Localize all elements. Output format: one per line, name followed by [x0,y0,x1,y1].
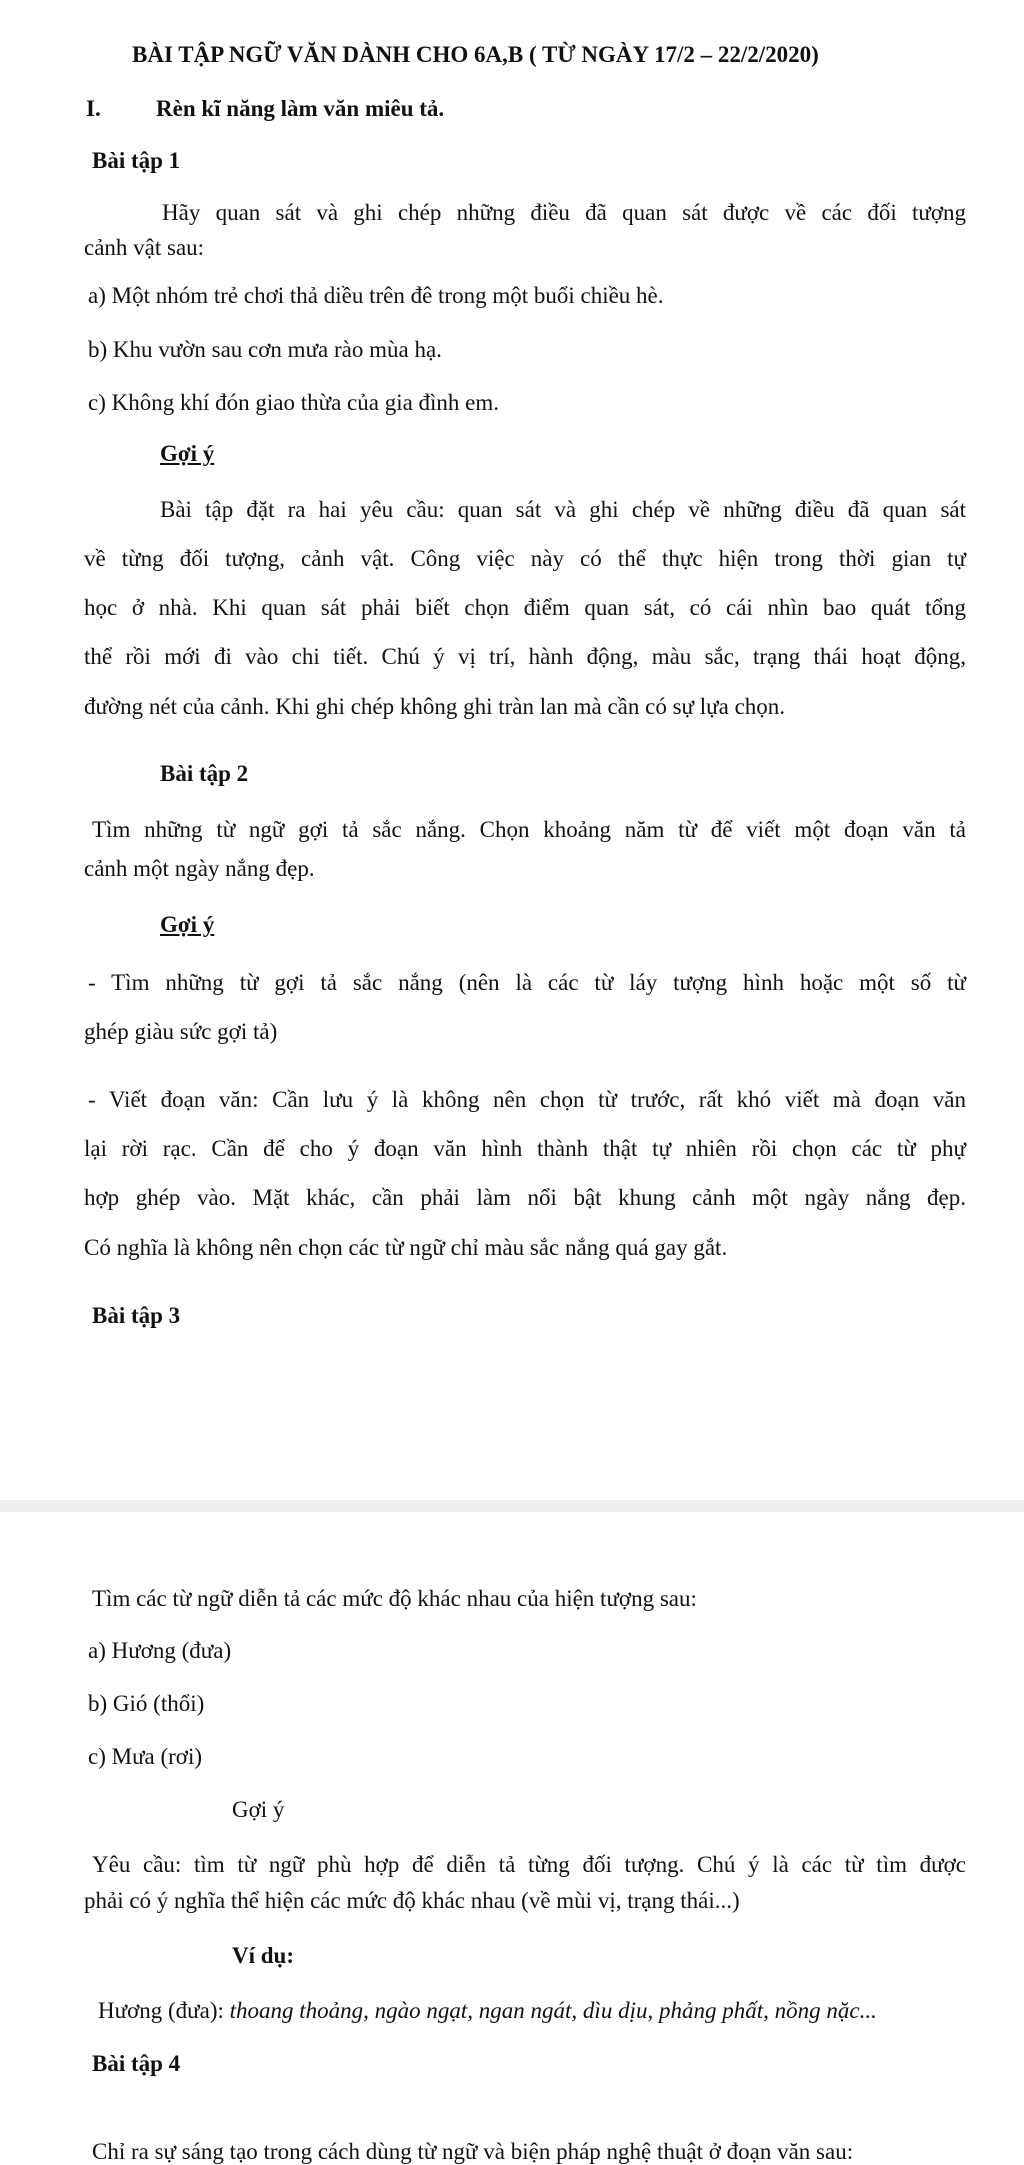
exercise-2-prompt-line: cảnh một ngày nắng đẹp. [84,856,315,881]
exercise-2-hint-line: hợp ghép vào. Mặt khác, cần phải làm nổi bật khung cảnh một ngày nắng đẹp. [84,1185,966,1210]
exercise-3-heading: Bài tập 3 [92,1303,181,1328]
exercise-2-hint-label: Gợi ý [160,912,215,937]
exercise-1-item: a) Một nhóm trẻ chơi thả diều trên đê trong một buổi chiều hè. [88,283,664,308]
exercise-1-hint-line: đường nét của cảnh. Khi ghi chép không ghi tràn lan mà cần có sự lựa chọn. [84,694,786,719]
exercise-1-prompt-line: Hãy quan sát và ghi chép những điều đã quan sát được về các đối tượng [162,200,966,225]
exercise-1-hint-label: Gợi ý [160,441,215,466]
document-title: BÀI TẬP NGỮ VĂN DÀNH CHO 6A,B ( TỪ NGÀY 17/2 – 22/2/2020) [132,42,819,67]
exercise-2-prompt-line: Tìm những từ ngữ gợi tả sắc nắng. Chọn khoảng năm từ để viết một đoạn văn tả [92,817,966,842]
exercise-1-hint-line: Bài tập đặt ra hai yêu cầu: quan sát và ghi chép về những điều đã quan sát [160,497,966,522]
exercise-1-item: b) Khu vườn sau cơn mưa rào mùa hạ. [88,337,442,362]
exercise-2-hint-line: lại rời rạc. Cần để cho ý đoạn văn hình thành thật tự nhiên rồi chọn các từ phự [84,1136,966,1161]
exercise-3-hint-line: Yêu cầu: tìm từ ngữ phù hợp để diễn tả từng đối tượng. Chú ý là các từ tìm được [92,1852,966,1877]
exercise-3-hint-label: Gợi ý [232,1797,285,1822]
exercise-2-hint-line: Có nghĩa là không nên chọn các từ ngữ chỉ màu sắc nắng quá gay gắt. [84,1235,728,1260]
section-number: I. [86,96,101,121]
exercise-3-item: b) Gió (thổi) [88,1691,205,1716]
exercise-1-heading: Bài tập 1 [92,148,181,173]
exercise-2-hint-line: - Tìm những từ gợi tả sắc nắng (nên là các từ láy tượng hình hoặc một số từ [88,970,966,995]
exercise-3-prompt: Tìm các từ ngữ diễn tả các mức độ khác nhau của hiện tượng sau: [92,1586,697,1611]
exercise-2-heading: Bài tập 2 [160,761,249,786]
document-page-2 [0,1512,1024,2162]
exercise-4-prompt: Chỉ ra sự sáng tạo trong cách dùng từ ngữ và biện pháp nghệ thuật ở đoạn văn sau: [92,2139,854,2164]
exercise-1-hint-line: về từng đối tượng, cảnh vật. Công việc này có thể thực hiện trong thời gian tự [84,546,966,571]
exercise-1-hint-line: thể rồi mới đi vào chi tiết. Chú ý vị trí, hành động, màu sắc, trạng thái hoạt động, [84,644,966,669]
exercise-3-hint-line: phải có ý nghĩa thể hiện các mức độ khác nhau (về mùi vị, trạng thái...) [84,1888,740,1913]
exercise-1-hint-line: học ở nhà. Khi quan sát phải biết chọn điểm quan sát, có cái nhìn bao quát tổng [84,595,966,620]
section-title: Rèn kĩ năng làm văn miêu tả. [156,96,445,121]
exercise-2-hint-line: - Viết đoạn văn: Cần lưu ý là không nên chọn từ trước, rất khó viết mà đoạn văn [88,1087,966,1112]
exercise-1-prompt-line: cảnh vật sau: [84,235,205,260]
example-line [98,1998,877,2024]
example-label: Ví dụ: [232,1943,294,1968]
page-divider [0,1500,1024,1512]
example-prefix: Hương (đưa): [98,1998,230,2023]
exercise-4-heading: Bài tập 4 [92,2051,181,2076]
exercise-3-item: a) Hương (đưa) [88,1638,232,1663]
exercise-3-item: c) Mưa (rơi) [88,1744,203,1769]
example-text: thoang thoảng, ngào ngạt, ngan ngát, dìu dịu, phảng phất, nồng nặc... [229,1998,877,2023]
exercise-1-item: c) Không khí đón giao thừa của gia đình em. [88,390,500,415]
exercise-2-hint-line: ghép giàu sức gợi tả) [84,1019,278,1044]
